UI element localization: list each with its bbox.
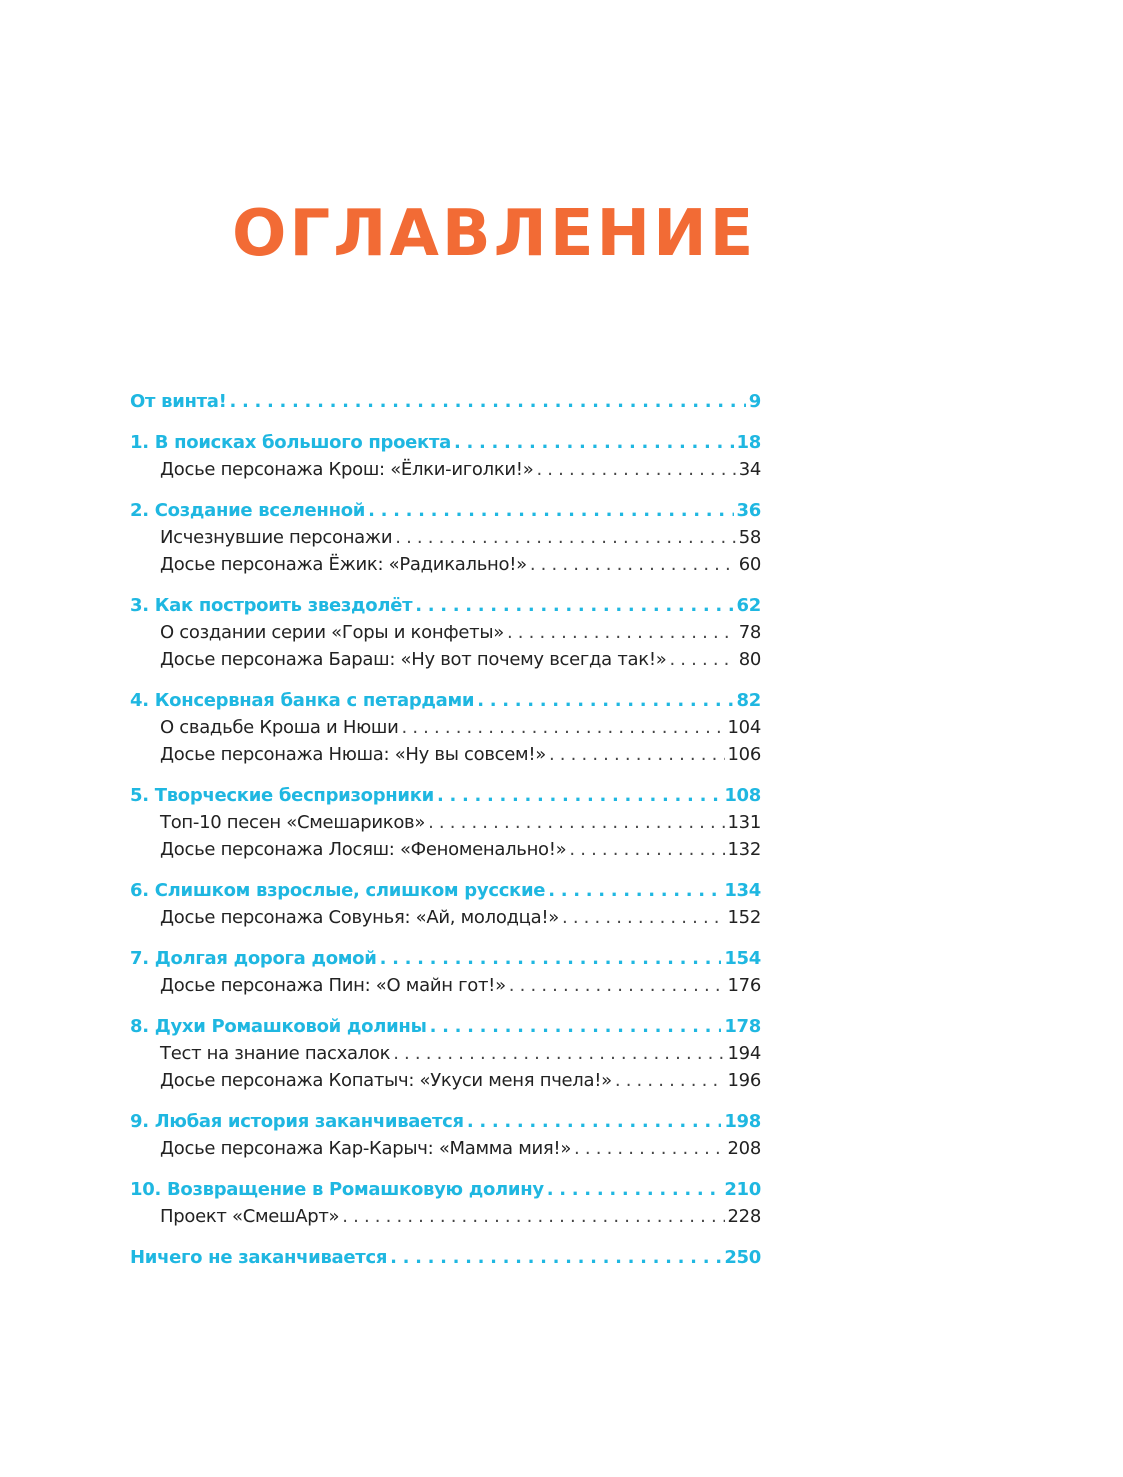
toc-chapter-entry-page-number: 250 (724, 1247, 761, 1268)
toc-chapter-entry[interactable] (130, 1108, 761, 1135)
dot-leader (415, 592, 733, 619)
toc-chapter-entry-title: 2. Создание вселенной (130, 500, 366, 521)
toc-section (130, 429, 761, 483)
dot-leader (454, 429, 734, 456)
toc-chapter-entry-page-number: 36 (736, 500, 761, 521)
toc-chapter-entry[interactable] (130, 782, 761, 809)
toc-subentry[interactable] (130, 714, 761, 741)
toc-section (130, 877, 761, 931)
toc-subentry-page-number: 132 (727, 839, 761, 860)
toc-subentry-title: Топ-10 песен «Смешариков» (160, 812, 426, 833)
toc-subentry[interactable] (130, 1135, 761, 1162)
dot-leader (509, 972, 725, 999)
toc-subentry-title: Досье персонажа Бараш: «Ну вот почему всегда так!» (160, 649, 667, 670)
toc-subentry-title: О свадьбе Кроша и Нюши (160, 717, 399, 738)
toc-chapter-entry[interactable] (130, 1176, 761, 1203)
toc-subentry-page-number: 208 (727, 1138, 761, 1159)
toc-subentry-title: Исчезнувшие персонажи (160, 527, 393, 548)
dot-leader (549, 741, 725, 768)
dot-leader (615, 1067, 725, 1094)
dot-leader (380, 945, 722, 972)
dot-leader (536, 456, 735, 483)
dot-leader (562, 904, 725, 931)
toc-subentry[interactable] (130, 904, 761, 931)
toc-chapter-entry-title: 7. Долгая дорога домой (130, 948, 377, 969)
dot-leader (437, 782, 721, 809)
toc-subentry[interactable] (130, 972, 761, 999)
toc-chapter-entry[interactable] (130, 497, 761, 524)
toc-chapter-entry-page-number: 178 (724, 1016, 761, 1037)
toc-subentry-title: Досье персонажа Совунья: «Ай, молодца!» (160, 907, 559, 928)
toc-subentry[interactable] (130, 619, 761, 646)
toc-subentry-page-number: 196 (727, 1070, 761, 1091)
toc-chapter-entry-page-number: 134 (724, 880, 761, 901)
toc-chapter-entry-title: 10. Возвращение в Ромашковую долину (130, 1179, 544, 1200)
toc-chapter-entry[interactable] (130, 388, 761, 415)
toc-subentry-page-number: 60 (738, 554, 761, 575)
dot-leader (569, 836, 724, 863)
toc-chapter-entry-page-number: 198 (724, 1111, 761, 1132)
toc-chapter-entry-title: 8. Духи Ромашковой долины (130, 1016, 427, 1037)
toc-chapter-entry-page-number: 82 (736, 690, 761, 711)
toc-chapter-entry-title: 9. Любая история заканчивается (130, 1111, 464, 1132)
toc-subentry-title: Досье персонажа Кар-Карыч: «Мамма мия!» (160, 1138, 572, 1159)
dot-leader (467, 1108, 722, 1135)
toc-subentry-page-number: 34 (738, 459, 761, 480)
dot-leader (548, 877, 721, 904)
toc-chapter-entry[interactable] (130, 592, 761, 619)
dot-leader (230, 388, 746, 415)
toc-chapter-entry-page-number: 108 (724, 785, 761, 806)
toc-section (130, 1013, 761, 1094)
toc-chapter-entry-title: Ничего не заканчивается (130, 1247, 388, 1268)
toc-subentry-page-number: 176 (727, 975, 761, 996)
dot-leader (395, 524, 735, 551)
toc-subentry-title: Досье персонажа Копатыч: «Укуси меня пчела!» (160, 1070, 612, 1091)
toc-chapter-entry-page-number: 210 (724, 1179, 761, 1200)
dot-leader (402, 714, 725, 741)
toc-subentry[interactable] (130, 646, 761, 673)
toc-section (130, 388, 761, 415)
toc-chapter-entry-page-number: 154 (724, 948, 761, 969)
toc-chapter-entry-title: 5. Творческие беспризорники (130, 785, 434, 806)
toc-subentry-title: Тест на знание пасхалок (160, 1043, 391, 1064)
toc-chapter-entry[interactable] (130, 429, 761, 456)
dot-leader (342, 1203, 724, 1230)
dot-leader (507, 619, 736, 646)
dot-leader (428, 809, 724, 836)
toc-subentry[interactable] (130, 741, 761, 768)
toc-chapter-entry[interactable] (130, 877, 761, 904)
toc-subentry[interactable] (130, 1067, 761, 1094)
toc-chapter-entry[interactable] (130, 1013, 761, 1040)
toc-subentry-title: Досье персонажа Нюша: «Ну вы совсем!» (160, 744, 546, 765)
toc-subentry-title: Досье персонажа Ёжик: «Радикально!» (160, 554, 527, 575)
toc-section (130, 687, 761, 768)
toc-subentry[interactable] (130, 456, 761, 483)
toc-subentry-page-number: 106 (727, 744, 761, 765)
toc-subentry-page-number: 228 (727, 1206, 761, 1227)
dot-leader (574, 1135, 724, 1162)
toc-section (130, 1244, 761, 1271)
toc-chapter-entry-page-number: 18 (736, 432, 761, 453)
toc-subentry-page-number: 194 (727, 1043, 761, 1064)
toc-chapter-entry-title: 4. Консервная банка с петардами (130, 690, 475, 711)
toc-chapter-entry-title: 6. Слишком взрослые, слишком русские (130, 880, 546, 901)
toc-section (130, 1108, 761, 1162)
dot-leader (477, 687, 733, 714)
toc-section (130, 592, 761, 673)
page-title: ОГЛАВЛЕНИЕ (232, 197, 757, 271)
toc-subentry-page-number: 104 (727, 717, 761, 738)
toc-chapter-entry-page-number: 9 (748, 391, 761, 412)
toc-subentry-page-number: 152 (727, 907, 761, 928)
toc-section (130, 497, 761, 578)
dot-leader (430, 1013, 722, 1040)
toc-subentry-page-number: 78 (738, 622, 761, 643)
toc-subentry-page-number: 80 (738, 649, 761, 670)
toc-chapter-entry-title: 1. В поисках большого проекта (130, 432, 451, 453)
toc-section (130, 945, 761, 999)
toc-subentry-title: Досье персонажа Пин: «О майн гот!» (160, 975, 506, 996)
toc-subentry[interactable] (130, 524, 761, 551)
toc-subentry-page-number: 131 (727, 812, 761, 833)
toc-subentry-title: О создании серии «Горы и конфеты» (160, 622, 504, 643)
dot-leader (530, 551, 736, 578)
toc-subentry[interactable] (130, 1203, 761, 1230)
toc-chapter-entry[interactable] (130, 1244, 761, 1271)
toc-subentry[interactable] (130, 551, 761, 578)
toc-section (130, 782, 761, 863)
dot-leader (393, 1040, 724, 1067)
toc-subentry-title: Досье персонажа Лосяш: «Феноменально!» (160, 839, 567, 860)
toc-subentry-page-number: 58 (738, 527, 761, 548)
dot-leader (669, 646, 735, 673)
toc-subentry-title: Досье персонажа Крош: «Ёлки-иголки!» (160, 459, 534, 480)
toc-chapter-entry-title: 3. Как построить звездолёт (130, 595, 413, 616)
dot-leader (547, 1176, 722, 1203)
toc-subentry-title: Проект «СмешАрт» (160, 1206, 340, 1227)
toc-chapter-entry[interactable] (130, 687, 761, 714)
toc-subentry[interactable] (130, 809, 761, 836)
dot-leader (390, 1244, 721, 1271)
toc-chapter-entry[interactable] (130, 945, 761, 972)
toc-chapter-entry-title: От винта! (130, 391, 227, 412)
toc-subentry[interactable] (130, 836, 761, 863)
toc-subentry[interactable] (130, 1040, 761, 1067)
toc-chapter-entry-page-number: 62 (736, 595, 761, 616)
toc-section (130, 1176, 761, 1230)
table-of-contents (130, 388, 761, 1285)
dot-leader (368, 497, 733, 524)
